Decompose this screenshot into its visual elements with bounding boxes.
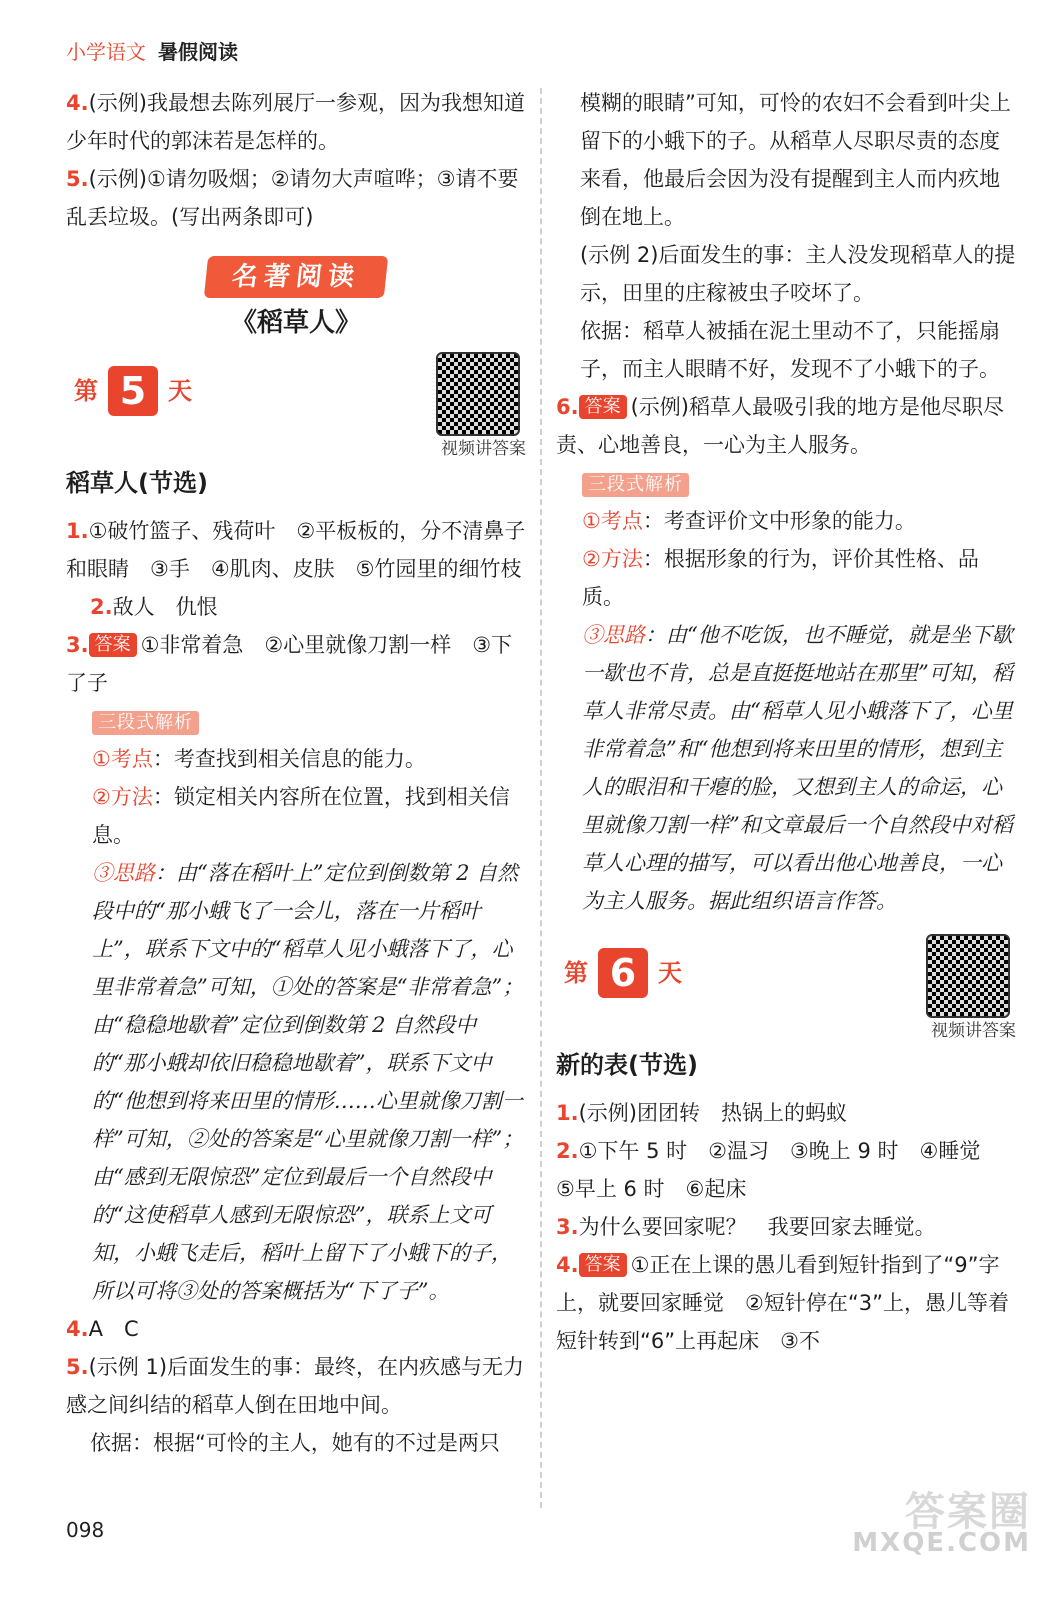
watermark-logo: 答案圈 — [905, 1489, 1031, 1535]
day-suffix: 天 — [658, 959, 682, 987]
answer-number: 3. — [556, 1215, 579, 1239]
answer-4 — [66, 1310, 526, 1348]
answer-5-example-2: (示例 2)后面发生的事：主人没发现稻草人的提示，田里的庄稼被虫子咬坏了。 — [580, 243, 1016, 305]
analysis-badge: 三段式解析 — [92, 711, 199, 735]
analysis-label: ①考点 — [582, 509, 643, 533]
qr-caption: 视频讲答案 — [441, 439, 526, 459]
analysis-text: ：考查找到相关信息的能力。 — [152, 747, 426, 771]
header-book: 暑假阅读 — [158, 40, 238, 64]
analysis-silu — [582, 616, 1016, 920]
book-title: 《稻草人》 — [230, 308, 361, 338]
analysis-text: ：由“落在稻叶上”定位到倒数第 2 自然段中的“那小蛾飞了一会儿，落在一片稻叶上”，联系下文中的“稻草人见小蛾落下了，心里非常着急”可知，①处的答案是“非常着急”；由“稳稳地歇着”定位到倒数第 2 自然段中的“那小蛾却依旧稳稳地歇着”，联系下文中的“他想到将来田里的情形……心里就像刀割一样”可知，②处的答案是“心里就像刀割一样”；由“感到无限惊恐”定位到最后一个自然段中的“这使稻草人感到无限惊恐”，联系上文可知，小蛾飞走后，稻叶上留下了小蛾下的子，所以可将③处的答案概括为“下了子”。 — [92, 861, 524, 1303]
section-banner — [66, 256, 526, 298]
answer-text: 敌人 仇恨 — [112, 595, 218, 619]
analysis-text: ：锁定相关内容所在位置，找到相关信息。 — [92, 785, 510, 847]
left-column — [66, 84, 526, 1462]
answer-badge: 答案 — [579, 395, 627, 419]
answer-5-basis-2: 依据：稻草人被插在泥土里动不了，只能摇扇子，而主人眼睛不好，发现不了小蛾下的子。 — [580, 319, 1000, 381]
page-header — [66, 36, 238, 65]
analysis-fangfa — [582, 540, 1016, 616]
analysis-label: ①考点 — [92, 747, 153, 771]
question-5 — [66, 160, 526, 236]
answer-text: (示例)稻草人最吸引我的地方是他尽职尽责、心地善良，一心为主人服务。 — [556, 395, 1004, 457]
answer-4 — [556, 1246, 1016, 1360]
qr-caption: 视频讲答案 — [931, 1021, 1016, 1041]
answer-6 — [556, 388, 1016, 464]
analysis-text: ：根据形象的行为，评价其性格、品质。 — [582, 547, 979, 609]
answer-number: 4. — [66, 1317, 89, 1341]
answer-5-basis: 依据：根据“可怜的主人，她有的不过是两只 — [90, 1431, 500, 1455]
question-4 — [66, 84, 526, 160]
answer-text: ①破竹篮子、残荷叶 ②平板板的，分不清鼻子和眼睛 ③手 ④肌肉、皮肤 ⑤竹园里的细竹枝 — [66, 519, 526, 581]
answer-1 — [556, 1094, 1016, 1132]
section-title: 新的表(节选) — [556, 1051, 698, 1079]
analysis-fangfa — [92, 778, 526, 854]
qr-code-icon[interactable] — [926, 934, 1010, 1018]
answer-text: ①下午 5 时 ②温习 ③晚上 9 时 ④睡觉 ⑤早上 6 时 ⑥起床 — [556, 1139, 1002, 1201]
answer-text: ①正在上课的愚儿看到短针指到了“9”字上，就要回家睡觉 ②短针停在“3”上，愚儿等着短针转到“6”上再起床 ③不 — [556, 1253, 1009, 1353]
answer-3 — [66, 626, 526, 702]
answer-text: (示例 1)后面发生的事：最终，在内疚感与无力感之间纠结的稻草人倒在田地中间。 — [66, 1355, 525, 1417]
answer-text: 为什么要回家呢？ 我要回家去睡觉。 — [578, 1215, 936, 1239]
answer-number: 4. — [556, 1253, 579, 1277]
answer-text: ①非常着急 ②心里就像刀割一样 ③下了子 — [66, 633, 513, 695]
qr-code-icon[interactable] — [436, 352, 520, 436]
answer-number: 2. — [90, 595, 113, 619]
answer-number: 1. — [556, 1101, 579, 1125]
answer-5 — [66, 1348, 526, 1424]
answer-number: 2. — [556, 1139, 579, 1163]
analysis-kaodian — [92, 740, 526, 778]
analysis-text: ：考查评价文中形象的能力。 — [642, 509, 916, 533]
analysis-label: ②方法 — [92, 785, 153, 809]
answer-text: A C — [88, 1317, 139, 1341]
answer-number: 6. — [556, 395, 579, 419]
answer-text: (示例)团团转 热锅上的蚂蚁 — [578, 1101, 847, 1125]
right-column — [556, 84, 1016, 1360]
day-header-5 — [66, 352, 526, 460]
answer-number: 1. — [66, 519, 89, 543]
analysis-label: ②方法 — [582, 547, 643, 571]
analysis-label: ③思路 — [92, 861, 155, 885]
answer-1 — [66, 512, 526, 588]
question-text: (示例)我最想去陈列展厅一参观，因为我想知道少年时代的郭沫若是怎样的。 — [66, 91, 525, 153]
analysis-label: ③思路 — [582, 623, 645, 647]
day-number: 5 — [108, 366, 158, 416]
analysis-text: ：由“他不吃饭，也不睡觉，就是坐下歇一歇也不肯，总是直挺挺地站在那里”可知，稻草人非常尽责。由“稻草人见小蛾落下了，心里非常着急”和“他想到将来田里的情形，想到主人的眼泪和干瘪的脸，又想到主人的命运，心里就像刀割一样”和文章最后一个自然段中对稻草人心理的描写，可以看出他心地善良，一心为主人服务。据此组织语言作答。 — [582, 623, 1013, 913]
analysis-block — [556, 464, 1016, 920]
answer-5-continued: 模糊的眼睛”可知，可怜的农妇不会看到叶尖上留下的小蛾下的子。从稻草人尽职尽责的态度来看，他最后会因为没有提醒到主人而内疚地倒在地上。 — [580, 91, 1011, 229]
analysis-silu — [92, 854, 526, 1310]
question-text: (示例)①请勿吸烟；②请勿大声喧哗；③请不要乱丢垃圾。(写出两条即可) — [66, 167, 519, 229]
question-number: 5. — [66, 167, 89, 191]
day-prefix: 第 — [564, 959, 588, 987]
day-label — [564, 948, 682, 998]
day-suffix: 天 — [168, 377, 192, 405]
question-number: 4. — [66, 91, 89, 115]
answer-2 — [556, 1132, 1016, 1208]
watermark-url: MXQE.COM — [852, 1528, 1031, 1558]
day-label — [74, 366, 192, 416]
day-prefix: 第 — [74, 377, 98, 405]
answer-number: 5. — [66, 1355, 89, 1379]
column-divider — [540, 88, 542, 1508]
analysis-badge: 三段式解析 — [582, 473, 689, 497]
page-number: 098 — [66, 1518, 105, 1542]
analysis-kaodian — [582, 502, 1016, 540]
analysis-block — [66, 702, 526, 1310]
answer-2 — [66, 588, 526, 626]
banner-label: 名著阅读 — [204, 256, 388, 298]
day-header-6 — [556, 934, 1016, 1042]
answer-badge: 答案 — [579, 1253, 627, 1277]
section-title: 稻草人(节选) — [66, 469, 208, 497]
answer-badge: 答案 — [89, 633, 137, 657]
day-number: 6 — [598, 948, 648, 998]
answer-3 — [556, 1208, 1016, 1246]
header-subject: 小学语文 — [66, 40, 146, 64]
answer-number: 3. — [66, 633, 89, 657]
